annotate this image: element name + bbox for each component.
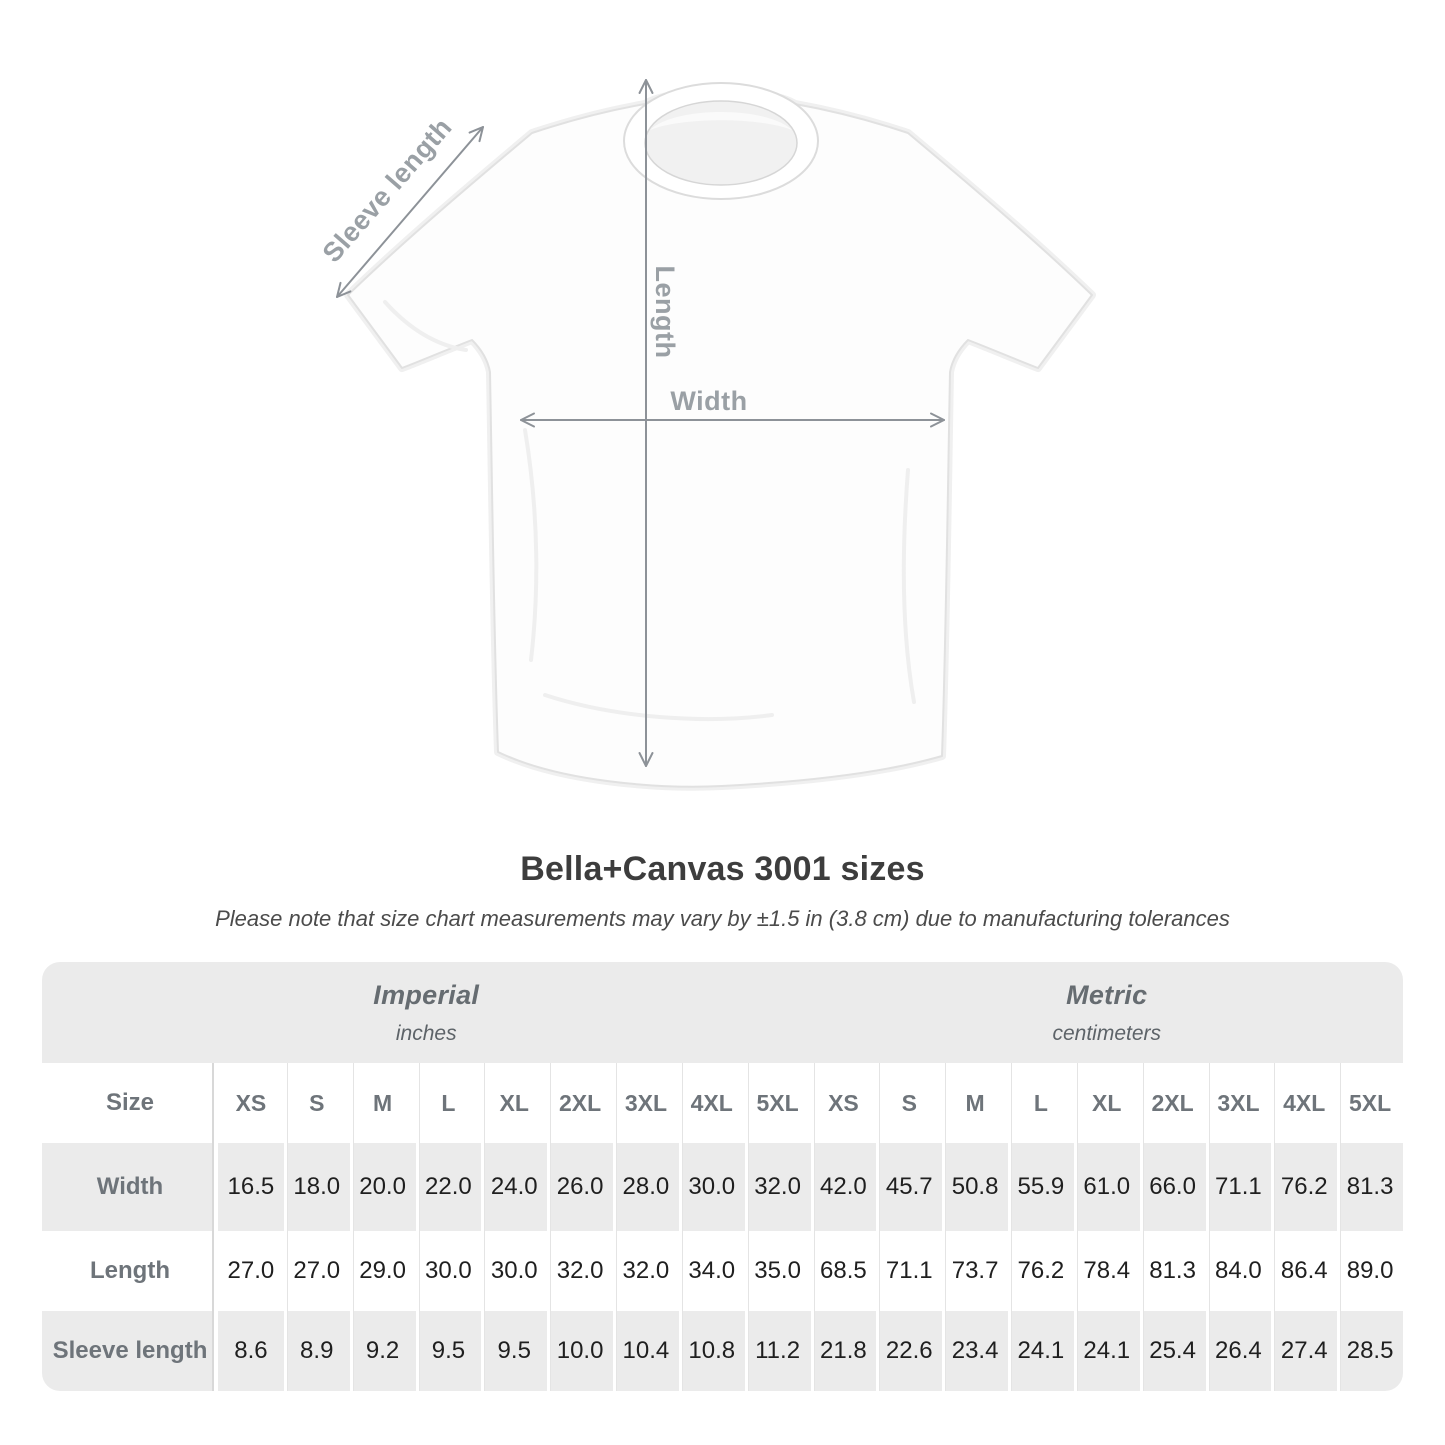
size-col-header: L: [416, 1063, 482, 1143]
size-col-header: 2XL: [547, 1063, 613, 1143]
measurement-value: 8.9: [284, 1311, 350, 1391]
measurement-value: 55.9: [1008, 1143, 1074, 1231]
measurement-row: [42, 1311, 1403, 1391]
imperial-label: Imperial: [373, 979, 480, 1010]
size-col-header: XL: [481, 1063, 547, 1143]
measurement-value: 18.0: [284, 1143, 350, 1231]
measurement-row: [42, 1231, 1403, 1311]
measurement-value: 26.4: [1206, 1311, 1272, 1391]
measurement-value: 42.0: [811, 1143, 877, 1231]
size-col-header: S: [876, 1063, 942, 1143]
measurement-value: 24.1: [1074, 1311, 1140, 1391]
size-table: [42, 962, 1403, 1391]
heading-block: [0, 850, 1445, 932]
metric-header: [811, 962, 1404, 1063]
measurement-row-label: Sleeve length: [42, 1311, 218, 1391]
measurement-value: 9.2: [350, 1311, 416, 1391]
measurement-value: 66.0: [1140, 1143, 1206, 1231]
measurement-value: 28.5: [1337, 1311, 1403, 1391]
measurement-value: 30.0: [679, 1143, 745, 1231]
sleeve-length-arrow-label: Sleeve length: [316, 112, 458, 269]
measurement-value: 8.6: [234, 1337, 268, 1364]
measurement-value: 32.0: [613, 1231, 679, 1311]
measurement-value: 29.0: [350, 1231, 416, 1311]
size-col-header: 3XL: [613, 1063, 679, 1143]
size-col-header: XS: [811, 1063, 877, 1143]
measurement-value: 76.2: [1271, 1143, 1337, 1231]
measurement-value: 81.3: [1337, 1143, 1403, 1231]
size-col-header: 5XL: [1337, 1063, 1403, 1143]
measurement-value: 71.1: [876, 1231, 942, 1311]
measurement-value: 27.0: [227, 1257, 275, 1284]
measurement-value: 21.8: [811, 1311, 877, 1391]
measurement-value: 35.0: [745, 1231, 811, 1311]
size-col-header: 4XL: [1271, 1063, 1337, 1143]
page-title: Bella+Canvas 3001 sizes: [520, 850, 925, 888]
units-header-row: [42, 962, 1403, 1063]
measurement-value: 71.1: [1206, 1143, 1272, 1231]
measurement-value: 78.4: [1074, 1231, 1140, 1311]
measurement-value: 20.0: [350, 1143, 416, 1231]
measurement-value: 24.0: [481, 1143, 547, 1231]
measurement-value: 89.0: [1337, 1231, 1403, 1311]
measurement-value: 16.5: [227, 1173, 275, 1200]
size-table-rows: [42, 1063, 1403, 1391]
size-col-header: 5XL: [745, 1063, 811, 1143]
measurement-value: 22.6: [876, 1311, 942, 1391]
measurement-value: 68.5: [811, 1231, 877, 1311]
measurement-row: [42, 1143, 1403, 1231]
measurement-value: 9.5: [481, 1311, 547, 1391]
size-col-header: XS: [235, 1089, 267, 1116]
measurement-value: 73.7: [942, 1231, 1008, 1311]
measurement-value: 10.0: [547, 1311, 613, 1391]
measurement-value: 27.4: [1271, 1311, 1337, 1391]
size-col-header: 3XL: [1206, 1063, 1272, 1143]
measurement-value: 10.8: [679, 1311, 745, 1391]
size-row-label: Size: [42, 1063, 218, 1143]
measurement-value: 22.0: [416, 1143, 482, 1231]
size-col-header: 4XL: [679, 1063, 745, 1143]
measurement-value: 30.0: [416, 1231, 482, 1311]
measurement-value: 10.4: [613, 1311, 679, 1391]
tolerance-note: Please note that size chart measurements may vary by ±1.5 in (3.8 cm) due to manufacturing tolerances: [215, 906, 1230, 931]
measurement-row-label: Width: [42, 1143, 218, 1231]
measurement-value: 81.3: [1140, 1231, 1206, 1311]
measurement-value: 11.2: [745, 1311, 811, 1391]
measurement-value: 50.8: [942, 1143, 1008, 1231]
measurement-value: 25.4: [1140, 1311, 1206, 1391]
size-col-header: S: [284, 1063, 350, 1143]
size-header-row: [42, 1063, 1403, 1143]
length-arrow-label: Length: [650, 265, 680, 359]
imperial-sublabel: inches: [395, 1021, 457, 1045]
size-col-header: XL: [1074, 1063, 1140, 1143]
measurement-value: 86.4: [1271, 1231, 1337, 1311]
measurement-row-label: Length: [42, 1231, 218, 1311]
measurement-value: 76.2: [1008, 1231, 1074, 1311]
width-arrow-label: Width: [670, 386, 748, 416]
size-col-header: M: [942, 1063, 1008, 1143]
measurement-value: 23.4: [942, 1311, 1008, 1391]
measurement-value: 27.0: [284, 1231, 350, 1311]
measurement-value: 45.7: [876, 1143, 942, 1231]
measurement-value: 26.0: [547, 1143, 613, 1231]
metric-sublabel: centimeters: [1052, 1021, 1162, 1045]
metric-label: Metric: [1066, 979, 1148, 1010]
size-col-header: L: [1008, 1063, 1074, 1143]
measurement-value: 32.0: [745, 1143, 811, 1231]
measurement-value: 61.0: [1074, 1143, 1140, 1231]
measurement-value: 84.0: [1206, 1231, 1272, 1311]
imperial-header: [42, 962, 811, 1063]
size-col-header: M: [350, 1063, 416, 1143]
measurement-value: 34.0: [679, 1231, 745, 1311]
size-col-header: 2XL: [1140, 1063, 1206, 1143]
measurement-value: 28.0: [613, 1143, 679, 1231]
measurement-value: 9.5: [416, 1311, 482, 1391]
measurement-value: 24.1: [1008, 1311, 1074, 1391]
measurement-value: 32.0: [547, 1231, 613, 1311]
measurement-value: 30.0: [481, 1231, 547, 1311]
